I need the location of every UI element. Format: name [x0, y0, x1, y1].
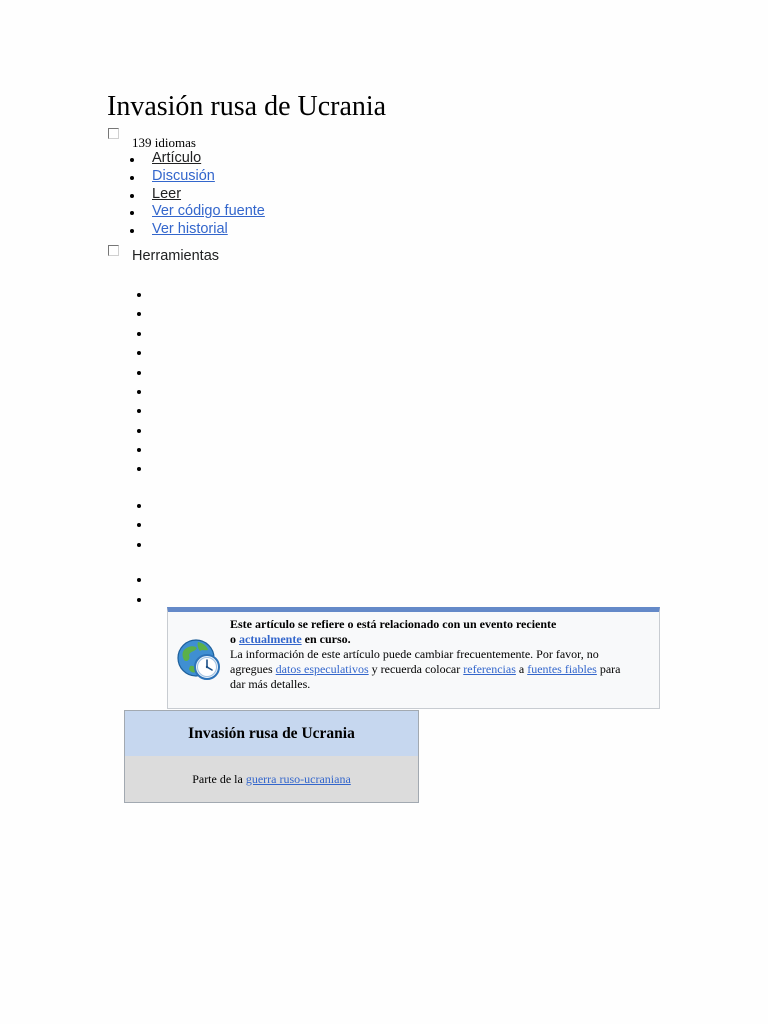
notice-line5: dar más detalles.: [230, 677, 311, 691]
notice-line3: La información de este artículo puede cambiar frecuentemente. Por favor, no: [230, 647, 599, 661]
notice-heading: Este artículo se refiere o está relacionado con un evento reciente: [230, 617, 557, 631]
notice-heading-prefix: o: [230, 632, 239, 646]
current-event-notice: [167, 607, 660, 709]
tools-toggle-checkbox[interactable]: [108, 245, 119, 256]
infobox-subtitle-prefix: Parte de la: [192, 771, 243, 786]
list-bullet: [137, 504, 141, 508]
tab-discussion: [130, 168, 265, 186]
tab-discussion-link[interactable]: Discusión: [152, 167, 215, 184]
languages-toggle-checkbox[interactable]: [108, 128, 119, 139]
globe-clock-icon: [176, 636, 224, 684]
infobox: [124, 710, 419, 803]
infobox-title: Invasión rusa de Ucrania: [125, 711, 418, 756]
infobox-subtitle: [125, 756, 418, 802]
tab-view-source-link[interactable]: Ver código fuente: [152, 203, 265, 220]
list-bullet: [137, 429, 141, 433]
list-bullet: [137, 578, 141, 582]
tab-history: [130, 221, 265, 239]
tab-article: [130, 150, 265, 168]
notice-link-reliable-sources[interactable]: fuentes fiables: [527, 662, 597, 676]
page-tabs: [130, 150, 265, 239]
list-bullet: [137, 448, 141, 452]
list-bullet: [137, 312, 141, 316]
list-bullet: [137, 371, 141, 375]
list-bullet: [137, 467, 141, 471]
notice-text: [230, 617, 650, 692]
list-bullet: [137, 332, 141, 336]
notice-line4-mid1: y recuerda colocar: [368, 662, 464, 676]
list-bullet: [137, 390, 141, 394]
notice-line4-mid2: a: [515, 662, 528, 676]
list-bullet: [137, 409, 141, 413]
list-bullet: [137, 351, 141, 355]
notice-link-currently[interactable]: actualmente: [239, 632, 302, 646]
notice-line4-suffix: para: [596, 662, 621, 676]
tab-history-link[interactable]: Ver historial: [152, 221, 228, 238]
infobox-link-russo-ukrainian-war[interactable]: guerra ruso-ucraniana: [245, 771, 351, 786]
tab-read: [130, 186, 265, 204]
list-bullet: [137, 523, 141, 527]
languages-label[interactable]: 139 idiomas: [132, 135, 196, 150]
tab-read-link[interactable]: Leer: [152, 185, 182, 202]
tab-article-link[interactable]: Artículo: [152, 150, 202, 166]
notice-link-references[interactable]: referencias: [463, 662, 516, 676]
tools-label[interactable]: Herramientas: [132, 248, 220, 264]
notice-line4-prefix: agregues: [230, 662, 276, 676]
page-title: Invasión rusa de Ucrania: [107, 91, 387, 122]
list-bullet: [137, 543, 141, 547]
notice-link-speculative-data[interactable]: datos especulativos: [275, 662, 369, 676]
tab-view-source: [130, 203, 265, 221]
list-bullet: [137, 598, 141, 602]
notice-heading-suffix: en curso.: [301, 632, 351, 646]
list-bullet: [137, 293, 141, 297]
